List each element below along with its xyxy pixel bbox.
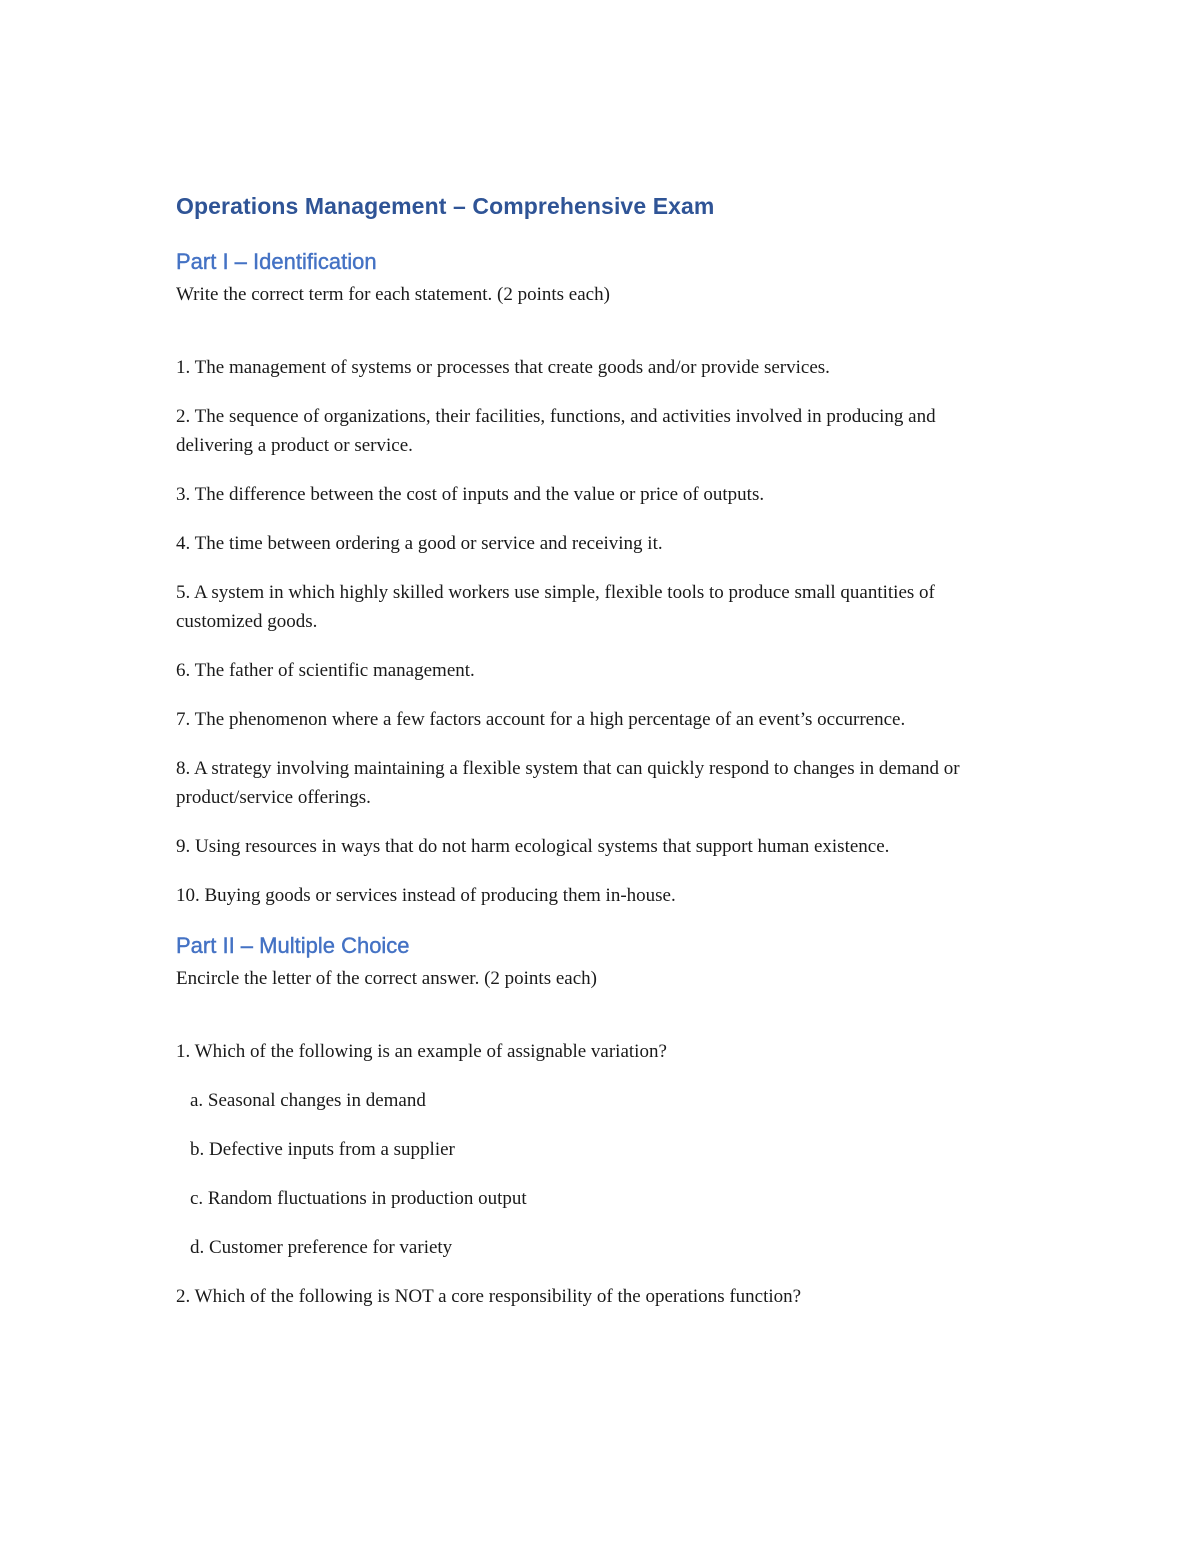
part2-instructions: Encircle the letter of the correct answer. (2 points each) (176, 968, 597, 989)
identification-item: 9. Using resources in ways that do not harm ecological systems that support human existence. (176, 836, 890, 857)
identification-item: 5. A system in which highly skilled workers use simple, flexible tools to produce small quantities of customized goods. (176, 582, 935, 632)
document-title: Operations Management – Comprehensive Exam (176, 193, 715, 219)
identification-item: 7. The phenomenon where a few factors account for a high percentage of an event’s occurrence. (176, 709, 906, 730)
part2-question-list (176, 1037, 1036, 1311)
identification-item: 6. The father of scientific management. (176, 660, 475, 681)
mc-option: a. Seasonal changes in demand (190, 1090, 426, 1111)
document-body (176, 190, 1036, 1331)
mc-option: c. Random fluctuations in production output (190, 1188, 527, 1209)
identification-item: 4. The time between ordering a good or service and receiving it. (176, 533, 663, 554)
identification-item: 3. The difference between the cost of inputs and the value or price of outputs. (176, 484, 765, 505)
identification-item: 8. A strategy involving maintaining a flexible system that can quickly respond to changes in demand or product/service offerings. (176, 758, 960, 808)
identification-item: 2. The sequence of organizations, their facilities, functions, and activities involved in producing and delivering a product or service. (176, 406, 936, 456)
part1-question-list (176, 353, 1036, 910)
part1-heading: Part I – Identification (176, 249, 377, 274)
identification-item: 10. Buying goods or services instead of producing them in-house. (176, 885, 676, 906)
part1-instructions: Write the correct term for each statement. (2 points each) (176, 284, 610, 305)
mc-option: b. Defective inputs from a supplier (190, 1139, 455, 1160)
part2-heading: Part II – Multiple Choice (176, 933, 410, 958)
mc-option: d. Customer preference for variety (190, 1237, 453, 1258)
mc-question: 1. Which of the following is an example of assignable variation? (176, 1041, 667, 1062)
mc-question: 2. Which of the following is NOT a core responsibility of the operations function? (176, 1286, 802, 1307)
identification-item: 1. The management of systems or processes that create goods and/or provide services. (176, 357, 830, 378)
